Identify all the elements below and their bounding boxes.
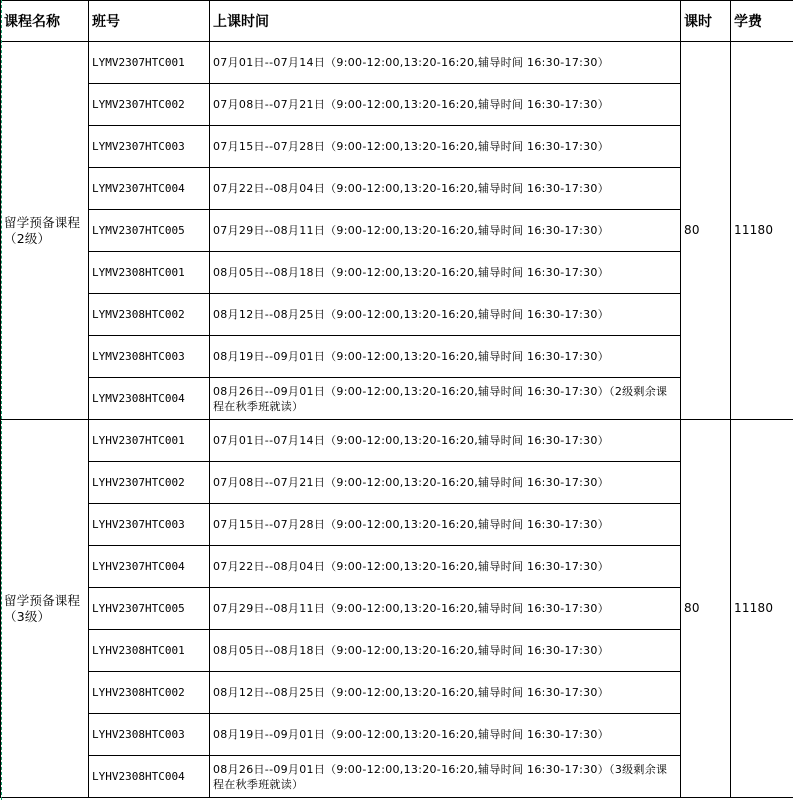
schedule-cell[interactable]: 08月05日--08月18日（9:00-12:00,13:20-16:20,辅导时间 16:30-17:30） xyxy=(210,630,681,672)
table-row xyxy=(1,630,793,672)
table-row xyxy=(1,588,793,630)
table-row xyxy=(1,420,793,462)
class-code-cell[interactable]: LYMV2307HTC001 xyxy=(89,42,210,84)
table-body xyxy=(1,42,793,798)
class-code-cell[interactable]: LYHV2307HTC003 xyxy=(89,504,210,546)
class-code-cell[interactable]: LYHV2307HTC005 xyxy=(89,588,210,630)
schedule-cell[interactable]: 07月22日--08月04日（9:00-12:00,13:20-16:20,辅导时间 16:30-17:30） xyxy=(210,546,681,588)
table-row xyxy=(1,294,793,336)
class-code-cell[interactable]: LYMV2308HTC003 xyxy=(89,336,210,378)
table-row xyxy=(1,378,793,420)
header-schedule[interactable]: 上课时间 xyxy=(210,1,681,42)
schedule-cell[interactable]: 07月15日--07月28日（9:00-12:00,13:20-16:20,辅导时间 16:30-17:30） xyxy=(210,504,681,546)
hours-cell[interactable]: 80 xyxy=(681,42,731,420)
class-code-cell[interactable]: LYMV2307HTC003 xyxy=(89,126,210,168)
schedule-cell[interactable]: 08月12日--08月25日（9:00-12:00,13:20-16:20,辅导时间 16:30-17:30） xyxy=(210,672,681,714)
class-code-cell[interactable]: LYMV2307HTC004 xyxy=(89,168,210,210)
schedule-cell[interactable]: 08月26日--09月01日（9:00-12:00,13:20-16:20,辅导时间 16:30-17:30）（2级剩余课程在秋季班就读） xyxy=(210,378,681,420)
header-class-code[interactable]: 班号 xyxy=(89,1,210,42)
schedule-cell[interactable]: 07月29日--08月11日（9:00-12:00,13:20-16:20,辅导时间 16:30-17:30） xyxy=(210,210,681,252)
course-name-cell[interactable]: 留学预备课程（3级） xyxy=(1,420,89,798)
header-hours[interactable]: 课时 xyxy=(681,1,731,42)
tuition-cell[interactable]: 11180 xyxy=(731,420,793,798)
schedule-cell[interactable]: 07月15日--07月28日（9:00-12:00,13:20-16:20,辅导时间 16:30-17:30） xyxy=(210,126,681,168)
class-code-cell[interactable]: LYMV2308HTC001 xyxy=(89,252,210,294)
class-code-cell[interactable]: LYHV2308HTC003 xyxy=(89,714,210,756)
class-code-cell[interactable]: LYMV2307HTC002 xyxy=(89,84,210,126)
table-row xyxy=(1,168,793,210)
table-row xyxy=(1,252,793,294)
class-code-cell[interactable]: LYHV2307HTC004 xyxy=(89,546,210,588)
table-row xyxy=(1,336,793,378)
tuition-cell[interactable]: 11180 xyxy=(731,42,793,420)
course-name-cell[interactable]: 留学预备课程（2级） xyxy=(1,42,89,420)
table-row xyxy=(1,714,793,756)
selection-guide-line xyxy=(1,0,2,800)
table-row xyxy=(1,84,793,126)
schedule-cell[interactable]: 07月29日--08月11日（9:00-12:00,13:20-16:20,辅导时间 16:30-17:30） xyxy=(210,588,681,630)
class-code-cell[interactable]: LYHV2307HTC002 xyxy=(89,462,210,504)
schedule-cell[interactable]: 08月12日--08月25日（9:00-12:00,13:20-16:20,辅导时间 16:30-17:30） xyxy=(210,294,681,336)
table-row xyxy=(1,126,793,168)
schedule-cell[interactable]: 07月01日--07月14日（9:00-12:00,13:20-16:20,辅导时间 16:30-17:30） xyxy=(210,42,681,84)
table-row xyxy=(1,210,793,252)
class-code-cell[interactable]: LYMV2308HTC002 xyxy=(89,294,210,336)
table-row xyxy=(1,756,793,798)
schedule-cell[interactable]: 07月01日--07月14日（9:00-12:00,13:20-16:20,辅导时间 16:30-17:30） xyxy=(210,420,681,462)
class-code-cell[interactable]: LYMV2308HTC004 xyxy=(89,378,210,420)
schedule-cell[interactable]: 08月05日--08月18日（9:00-12:00,13:20-16:20,辅导时间 16:30-17:30） xyxy=(210,252,681,294)
hours-cell[interactable]: 80 xyxy=(681,420,731,798)
table-row xyxy=(1,42,793,84)
class-code-cell[interactable]: LYHV2307HTC001 xyxy=(89,420,210,462)
class-code-cell[interactable]: LYHV2308HTC004 xyxy=(89,756,210,798)
schedule-cell[interactable]: 07月08日--07月21日（9:00-12:00,13:20-16:20,辅导时间 16:30-17:30） xyxy=(210,84,681,126)
header-tuition[interactable]: 学费 xyxy=(731,1,793,42)
table-row xyxy=(1,462,793,504)
schedule-cell[interactable]: 08月26日--09月01日（9:00-12:00,13:20-16:20,辅导时间 16:30-17:30）（3级剩余课程在秋季班就读） xyxy=(210,756,681,798)
table-row xyxy=(1,546,793,588)
schedule-cell[interactable]: 07月22日--08月04日（9:00-12:00,13:20-16:20,辅导时间 16:30-17:30） xyxy=(210,168,681,210)
header-row xyxy=(1,1,793,42)
table-row xyxy=(1,672,793,714)
header-course-name[interactable]: 课程名称 xyxy=(1,1,89,42)
class-code-cell[interactable]: LYHV2308HTC001 xyxy=(89,630,210,672)
schedule-cell[interactable]: 08月19日--09月01日（9:00-12:00,13:20-16:20,辅导时间 16:30-17:30） xyxy=(210,336,681,378)
class-code-cell[interactable]: LYHV2308HTC002 xyxy=(89,672,210,714)
schedule-cell[interactable]: 07月08日--07月21日（9:00-12:00,13:20-16:20,辅导时间 16:30-17:30） xyxy=(210,462,681,504)
table-row xyxy=(1,504,793,546)
class-code-cell[interactable]: LYMV2307HTC005 xyxy=(89,210,210,252)
schedule-cell[interactable]: 08月19日--09月01日（9:00-12:00,13:20-16:20,辅导时间 16:30-17:30） xyxy=(210,714,681,756)
